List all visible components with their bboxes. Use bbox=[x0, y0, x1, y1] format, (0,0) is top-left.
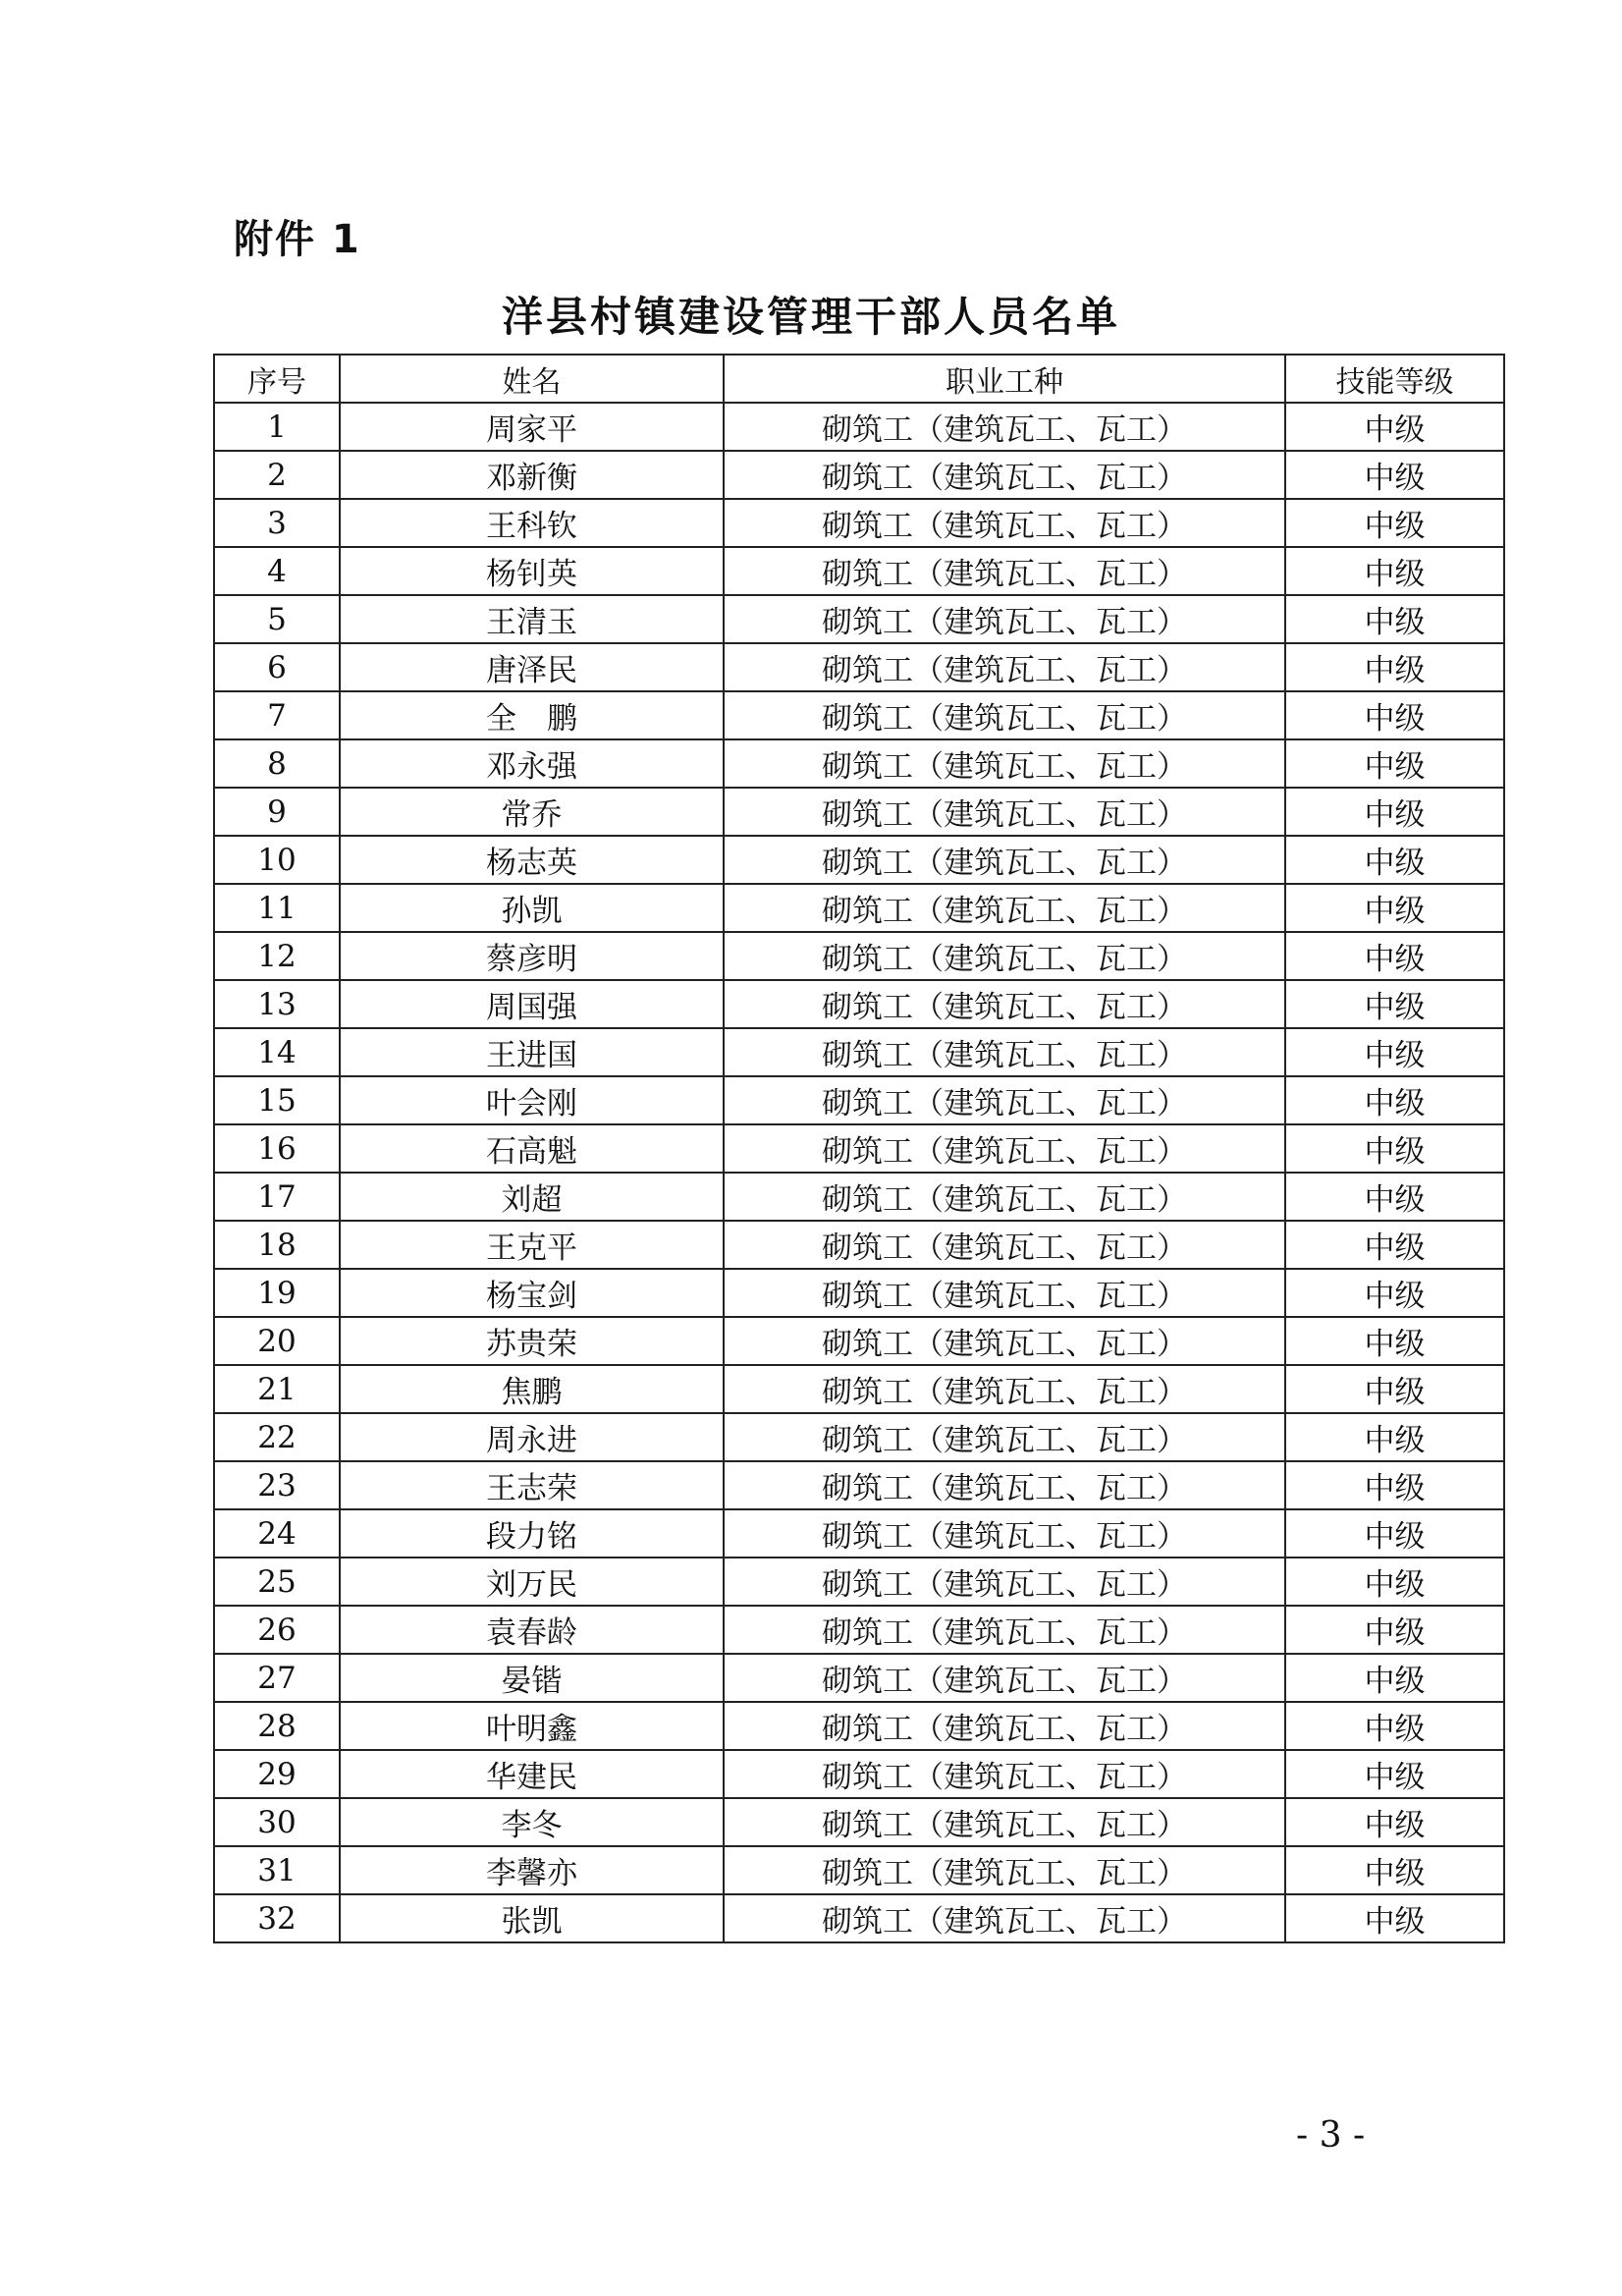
cell-index: 20 bbox=[214, 1317, 340, 1365]
cell-occupation: 砌筑工（建筑瓦工、瓦工） bbox=[724, 691, 1285, 739]
table-body bbox=[214, 403, 1504, 1942]
cell-skill-level: 中级 bbox=[1285, 1269, 1504, 1317]
table-row bbox=[214, 499, 1504, 547]
cell-skill-level: 中级 bbox=[1285, 739, 1504, 788]
cell-index: 6 bbox=[214, 643, 340, 691]
cell-index: 21 bbox=[214, 1365, 340, 1413]
cell-skill-level: 中级 bbox=[1285, 1558, 1504, 1606]
cell-name: 蔡彦明 bbox=[340, 932, 724, 980]
cell-occupation: 砌筑工（建筑瓦工、瓦工） bbox=[724, 980, 1285, 1028]
cell-name: 晏锴 bbox=[340, 1654, 724, 1702]
table-row bbox=[214, 691, 1504, 739]
cell-name: 杨钊英 bbox=[340, 547, 724, 595]
cell-skill-level: 中级 bbox=[1285, 1461, 1504, 1509]
cell-skill-level: 中级 bbox=[1285, 499, 1504, 547]
table-row bbox=[214, 1413, 1504, 1461]
cell-index: 25 bbox=[214, 1558, 340, 1606]
cell-occupation: 砌筑工（建筑瓦工、瓦工） bbox=[724, 1221, 1285, 1269]
cell-occupation: 砌筑工（建筑瓦工、瓦工） bbox=[724, 1317, 1285, 1365]
cell-skill-level: 中级 bbox=[1285, 884, 1504, 932]
cell-skill-level: 中级 bbox=[1285, 1076, 1504, 1124]
cell-index: 9 bbox=[214, 788, 340, 836]
cell-skill-level: 中级 bbox=[1285, 1221, 1504, 1269]
cell-occupation: 砌筑工（建筑瓦工、瓦工） bbox=[724, 499, 1285, 547]
cell-occupation: 砌筑工（建筑瓦工、瓦工） bbox=[724, 1365, 1285, 1413]
cell-name: 孙凯 bbox=[340, 884, 724, 932]
table-row bbox=[214, 1798, 1504, 1846]
cell-skill-level: 中级 bbox=[1285, 980, 1504, 1028]
cell-skill-level: 中级 bbox=[1285, 595, 1504, 643]
cell-skill-level: 中级 bbox=[1285, 1654, 1504, 1702]
cell-name: 李馨亦 bbox=[340, 1846, 724, 1894]
table-row bbox=[214, 1509, 1504, 1558]
table-row bbox=[214, 547, 1504, 595]
cell-occupation: 砌筑工（建筑瓦工、瓦工） bbox=[724, 1076, 1285, 1124]
cell-occupation: 砌筑工（建筑瓦工、瓦工） bbox=[724, 1173, 1285, 1221]
cell-name: 王克平 bbox=[340, 1221, 724, 1269]
table-row bbox=[214, 932, 1504, 980]
cell-name: 王清玉 bbox=[340, 595, 724, 643]
table-row bbox=[214, 1269, 1504, 1317]
cell-index: 14 bbox=[214, 1028, 340, 1076]
cell-index: 5 bbox=[214, 595, 340, 643]
table-row bbox=[214, 643, 1504, 691]
cell-occupation: 砌筑工（建筑瓦工、瓦工） bbox=[724, 788, 1285, 836]
cell-index: 17 bbox=[214, 1173, 340, 1221]
cell-skill-level: 中级 bbox=[1285, 1365, 1504, 1413]
cell-name: 袁春龄 bbox=[340, 1606, 724, 1654]
cell-index: 3 bbox=[214, 499, 340, 547]
page-number: - 3 - bbox=[1296, 2115, 1366, 2156]
cell-name: 王科钦 bbox=[340, 499, 724, 547]
table-row bbox=[214, 1461, 1504, 1509]
cell-name: 杨志英 bbox=[340, 836, 724, 884]
cell-index: 19 bbox=[214, 1269, 340, 1317]
table-row bbox=[214, 1894, 1504, 1942]
cell-name: 石高魁 bbox=[340, 1124, 724, 1173]
table-row bbox=[214, 1750, 1504, 1798]
cell-index: 30 bbox=[214, 1798, 340, 1846]
table-row bbox=[214, 1124, 1504, 1173]
cell-index: 23 bbox=[214, 1461, 340, 1509]
cell-name: 周家平 bbox=[340, 403, 724, 451]
document-title: 洋县村镇建设管理干部人员名单 bbox=[501, 293, 1120, 341]
cell-name: 唐泽民 bbox=[340, 643, 724, 691]
cell-occupation: 砌筑工（建筑瓦工、瓦工） bbox=[724, 1124, 1285, 1173]
cell-index: 1 bbox=[214, 403, 340, 451]
cell-name: 杨宝剑 bbox=[340, 1269, 724, 1317]
cell-index: 31 bbox=[214, 1846, 340, 1894]
cell-name: 刘超 bbox=[340, 1173, 724, 1221]
header-name: 姓名 bbox=[340, 355, 724, 403]
cell-occupation: 砌筑工（建筑瓦工、瓦工） bbox=[724, 1509, 1285, 1558]
cell-name: 周国强 bbox=[340, 980, 724, 1028]
cell-name: 段力铭 bbox=[340, 1509, 724, 1558]
cell-skill-level: 中级 bbox=[1285, 1124, 1504, 1173]
cell-occupation: 砌筑工（建筑瓦工、瓦工） bbox=[724, 1558, 1285, 1606]
cell-index: 11 bbox=[214, 884, 340, 932]
cell-index: 7 bbox=[214, 691, 340, 739]
table-row bbox=[214, 1076, 1504, 1124]
cell-skill-level: 中级 bbox=[1285, 1846, 1504, 1894]
cell-occupation: 砌筑工（建筑瓦工、瓦工） bbox=[724, 595, 1285, 643]
cell-skill-level: 中级 bbox=[1285, 1173, 1504, 1221]
cell-occupation: 砌筑工（建筑瓦工、瓦工） bbox=[724, 884, 1285, 932]
cell-index: 22 bbox=[214, 1413, 340, 1461]
cell-skill-level: 中级 bbox=[1285, 1798, 1504, 1846]
cell-name: 焦鹏 bbox=[340, 1365, 724, 1413]
table-row bbox=[214, 595, 1504, 643]
table-row bbox=[214, 1028, 1504, 1076]
cell-index: 26 bbox=[214, 1606, 340, 1654]
cell-skill-level: 中级 bbox=[1285, 1509, 1504, 1558]
cell-occupation: 砌筑工（建筑瓦工、瓦工） bbox=[724, 1413, 1285, 1461]
cell-occupation: 砌筑工（建筑瓦工、瓦工） bbox=[724, 403, 1285, 451]
cell-index: 16 bbox=[214, 1124, 340, 1173]
cell-occupation: 砌筑工（建筑瓦工、瓦工） bbox=[724, 1028, 1285, 1076]
cell-index: 27 bbox=[214, 1654, 340, 1702]
cell-occupation: 砌筑工（建筑瓦工、瓦工） bbox=[724, 932, 1285, 980]
header-skill-level: 技能等级 bbox=[1285, 355, 1504, 403]
cell-skill-level: 中级 bbox=[1285, 1750, 1504, 1798]
table-row bbox=[214, 451, 1504, 499]
header-index: 序号 bbox=[214, 355, 340, 403]
cell-name: 李冬 bbox=[340, 1798, 724, 1846]
cell-index: 2 bbox=[214, 451, 340, 499]
table-row bbox=[214, 1221, 1504, 1269]
cell-name: 邓永强 bbox=[340, 739, 724, 788]
table-row bbox=[214, 739, 1504, 788]
table-row bbox=[214, 1654, 1504, 1702]
cell-skill-level: 中级 bbox=[1285, 1028, 1504, 1076]
table-row bbox=[214, 788, 1504, 836]
cell-skill-level: 中级 bbox=[1285, 403, 1504, 451]
cell-occupation: 砌筑工（建筑瓦工、瓦工） bbox=[724, 1846, 1285, 1894]
table-row bbox=[214, 836, 1504, 884]
cell-occupation: 砌筑工（建筑瓦工、瓦工） bbox=[724, 1606, 1285, 1654]
cell-index: 12 bbox=[214, 932, 340, 980]
cell-skill-level: 中级 bbox=[1285, 1894, 1504, 1942]
cell-occupation: 砌筑工（建筑瓦工、瓦工） bbox=[724, 547, 1285, 595]
cell-skill-level: 中级 bbox=[1285, 451, 1504, 499]
table-row bbox=[214, 980, 1504, 1028]
cell-index: 29 bbox=[214, 1750, 340, 1798]
cell-skill-level: 中级 bbox=[1285, 1702, 1504, 1750]
cell-name: 王进国 bbox=[340, 1028, 724, 1076]
cell-name: 常乔 bbox=[340, 788, 724, 836]
cell-index: 32 bbox=[214, 1894, 340, 1942]
personnel-table bbox=[213, 354, 1505, 1943]
cell-occupation: 砌筑工（建筑瓦工、瓦工） bbox=[724, 1702, 1285, 1750]
cell-index: 10 bbox=[214, 836, 340, 884]
table-row bbox=[214, 403, 1504, 451]
cell-occupation: 砌筑工（建筑瓦工、瓦工） bbox=[724, 1750, 1285, 1798]
cell-occupation: 砌筑工（建筑瓦工、瓦工） bbox=[724, 1798, 1285, 1846]
cell-skill-level: 中级 bbox=[1285, 1413, 1504, 1461]
cell-name: 邓新衡 bbox=[340, 451, 724, 499]
cell-name: 刘万民 bbox=[340, 1558, 724, 1606]
table-row bbox=[214, 1317, 1504, 1365]
table-row bbox=[214, 1558, 1504, 1606]
cell-occupation: 砌筑工（建筑瓦工、瓦工） bbox=[724, 451, 1285, 499]
cell-name: 叶明鑫 bbox=[340, 1702, 724, 1750]
cell-name: 王志荣 bbox=[340, 1461, 724, 1509]
cell-index: 24 bbox=[214, 1509, 340, 1558]
cell-name: 叶会刚 bbox=[340, 1076, 724, 1124]
cell-skill-level: 中级 bbox=[1285, 643, 1504, 691]
table-header-row bbox=[214, 355, 1504, 403]
cell-index: 4 bbox=[214, 547, 340, 595]
cell-occupation: 砌筑工（建筑瓦工、瓦工） bbox=[724, 739, 1285, 788]
cell-name: 张凯 bbox=[340, 1894, 724, 1942]
cell-index: 18 bbox=[214, 1221, 340, 1269]
cell-skill-level: 中级 bbox=[1285, 836, 1504, 884]
cell-skill-level: 中级 bbox=[1285, 547, 1504, 595]
cell-skill-level: 中级 bbox=[1285, 932, 1504, 980]
cell-name: 华建民 bbox=[340, 1750, 724, 1798]
cell-index: 15 bbox=[214, 1076, 340, 1124]
cell-occupation: 砌筑工（建筑瓦工、瓦工） bbox=[724, 643, 1285, 691]
cell-index: 13 bbox=[214, 980, 340, 1028]
cell-skill-level: 中级 bbox=[1285, 788, 1504, 836]
table-row bbox=[214, 1846, 1504, 1894]
cell-name: 全 鹏 bbox=[340, 691, 724, 739]
cell-name: 周永进 bbox=[340, 1413, 724, 1461]
cell-skill-level: 中级 bbox=[1285, 1317, 1504, 1365]
table-row bbox=[214, 1365, 1504, 1413]
table-row bbox=[214, 884, 1504, 932]
cell-occupation: 砌筑工（建筑瓦工、瓦工） bbox=[724, 1269, 1285, 1317]
table-row bbox=[214, 1702, 1504, 1750]
cell-skill-level: 中级 bbox=[1285, 691, 1504, 739]
cell-occupation: 砌筑工（建筑瓦工、瓦工） bbox=[724, 1461, 1285, 1509]
header-occupation: 职业工种 bbox=[724, 355, 1285, 403]
cell-occupation: 砌筑工（建筑瓦工、瓦工） bbox=[724, 1654, 1285, 1702]
attachment-label: 附件 1 bbox=[234, 217, 361, 262]
cell-occupation: 砌筑工（建筑瓦工、瓦工） bbox=[724, 1894, 1285, 1942]
cell-index: 8 bbox=[214, 739, 340, 788]
cell-skill-level: 中级 bbox=[1285, 1606, 1504, 1654]
cell-index: 28 bbox=[214, 1702, 340, 1750]
table-row bbox=[214, 1173, 1504, 1221]
table-row bbox=[214, 1606, 1504, 1654]
cell-name: 苏贵荣 bbox=[340, 1317, 724, 1365]
cell-occupation: 砌筑工（建筑瓦工、瓦工） bbox=[724, 836, 1285, 884]
